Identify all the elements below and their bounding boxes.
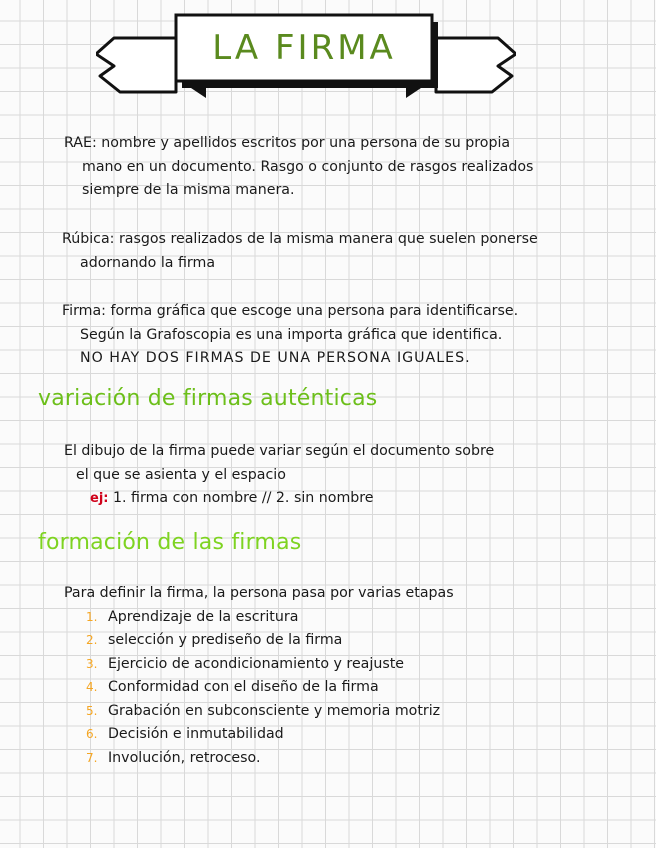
section-heading-formacion: formación de las firmas	[38, 530, 302, 555]
step-number: 7.	[86, 750, 98, 765]
text-line: NO HAY DOS FIRMAS DE UNA PERSONA IGUALES.	[80, 350, 471, 366]
text-line: Firma: forma gráfica que escoge una persona para identificarse.	[62, 303, 519, 319]
list-item	[86, 747, 454, 771]
list-item	[86, 629, 454, 653]
step-text: Involución, retroceso.	[108, 749, 261, 766]
step-text: Ejercicio de acondicionamiento y reajuste	[108, 655, 404, 672]
list-item	[86, 700, 454, 724]
example-tag: ej:	[90, 491, 109, 506]
text-line: mano en un documento. Rasgo o conjunto de rasgos realizados	[82, 158, 534, 175]
section-heading-variacion: variación de firmas auténticas	[38, 386, 378, 411]
list-item	[86, 606, 454, 630]
step-number: 4.	[86, 680, 98, 694]
text-line: El dibujo de la firma puede variar según el documento sobre	[64, 443, 495, 459]
page-title	[176, 15, 432, 81]
step-text: Conformidad con el diseño de la firma	[108, 679, 379, 695]
step-text: selección y prediseño de la firma	[108, 632, 343, 648]
step-number: 3.	[86, 656, 98, 671]
steps-list	[64, 606, 454, 771]
step-number: 5.	[86, 703, 98, 718]
step-number: 6.	[86, 727, 98, 741]
text-line: adornando la firma	[80, 254, 216, 271]
definition-rubrica	[62, 228, 538, 275]
list-item	[86, 676, 454, 700]
list-item	[86, 723, 454, 747]
text-line: el que se asienta y el espacio	[76, 466, 286, 483]
section-formacion-body	[64, 582, 454, 770]
text-line: Según la Grafoscopia es una importa gráfica que identifica.	[80, 326, 503, 343]
definition-rae	[64, 132, 533, 203]
text-line: Para definir la firma, la persona pasa por varias etapas	[64, 585, 454, 601]
step-text: Aprendizaje de la escritura	[108, 608, 299, 625]
list-item	[86, 653, 454, 677]
text-line: siempre de la misma manera.	[82, 182, 295, 198]
step-number: 2.	[86, 633, 98, 647]
example-text: 1. firma con nombre // 2. sin nombre	[113, 490, 374, 506]
example-line	[64, 487, 494, 511]
text-line: Rúbica: rasgos realizados de la misma manera que suelen ponerse	[62, 231, 538, 247]
definition-firma	[62, 300, 518, 371]
page-title-text: LA FIRMA	[212, 28, 396, 68]
step-text: Grabación en subconsciente y memoria motriz	[108, 702, 441, 719]
title-banner	[96, 10, 516, 102]
step-text: Decisión e inmutabilidad	[108, 726, 284, 742]
section-variacion-body	[64, 440, 494, 511]
text-line: RAE: nombre y apellidos escritos por una persona de su propia	[64, 135, 511, 151]
step-number: 1.	[86, 609, 98, 624]
